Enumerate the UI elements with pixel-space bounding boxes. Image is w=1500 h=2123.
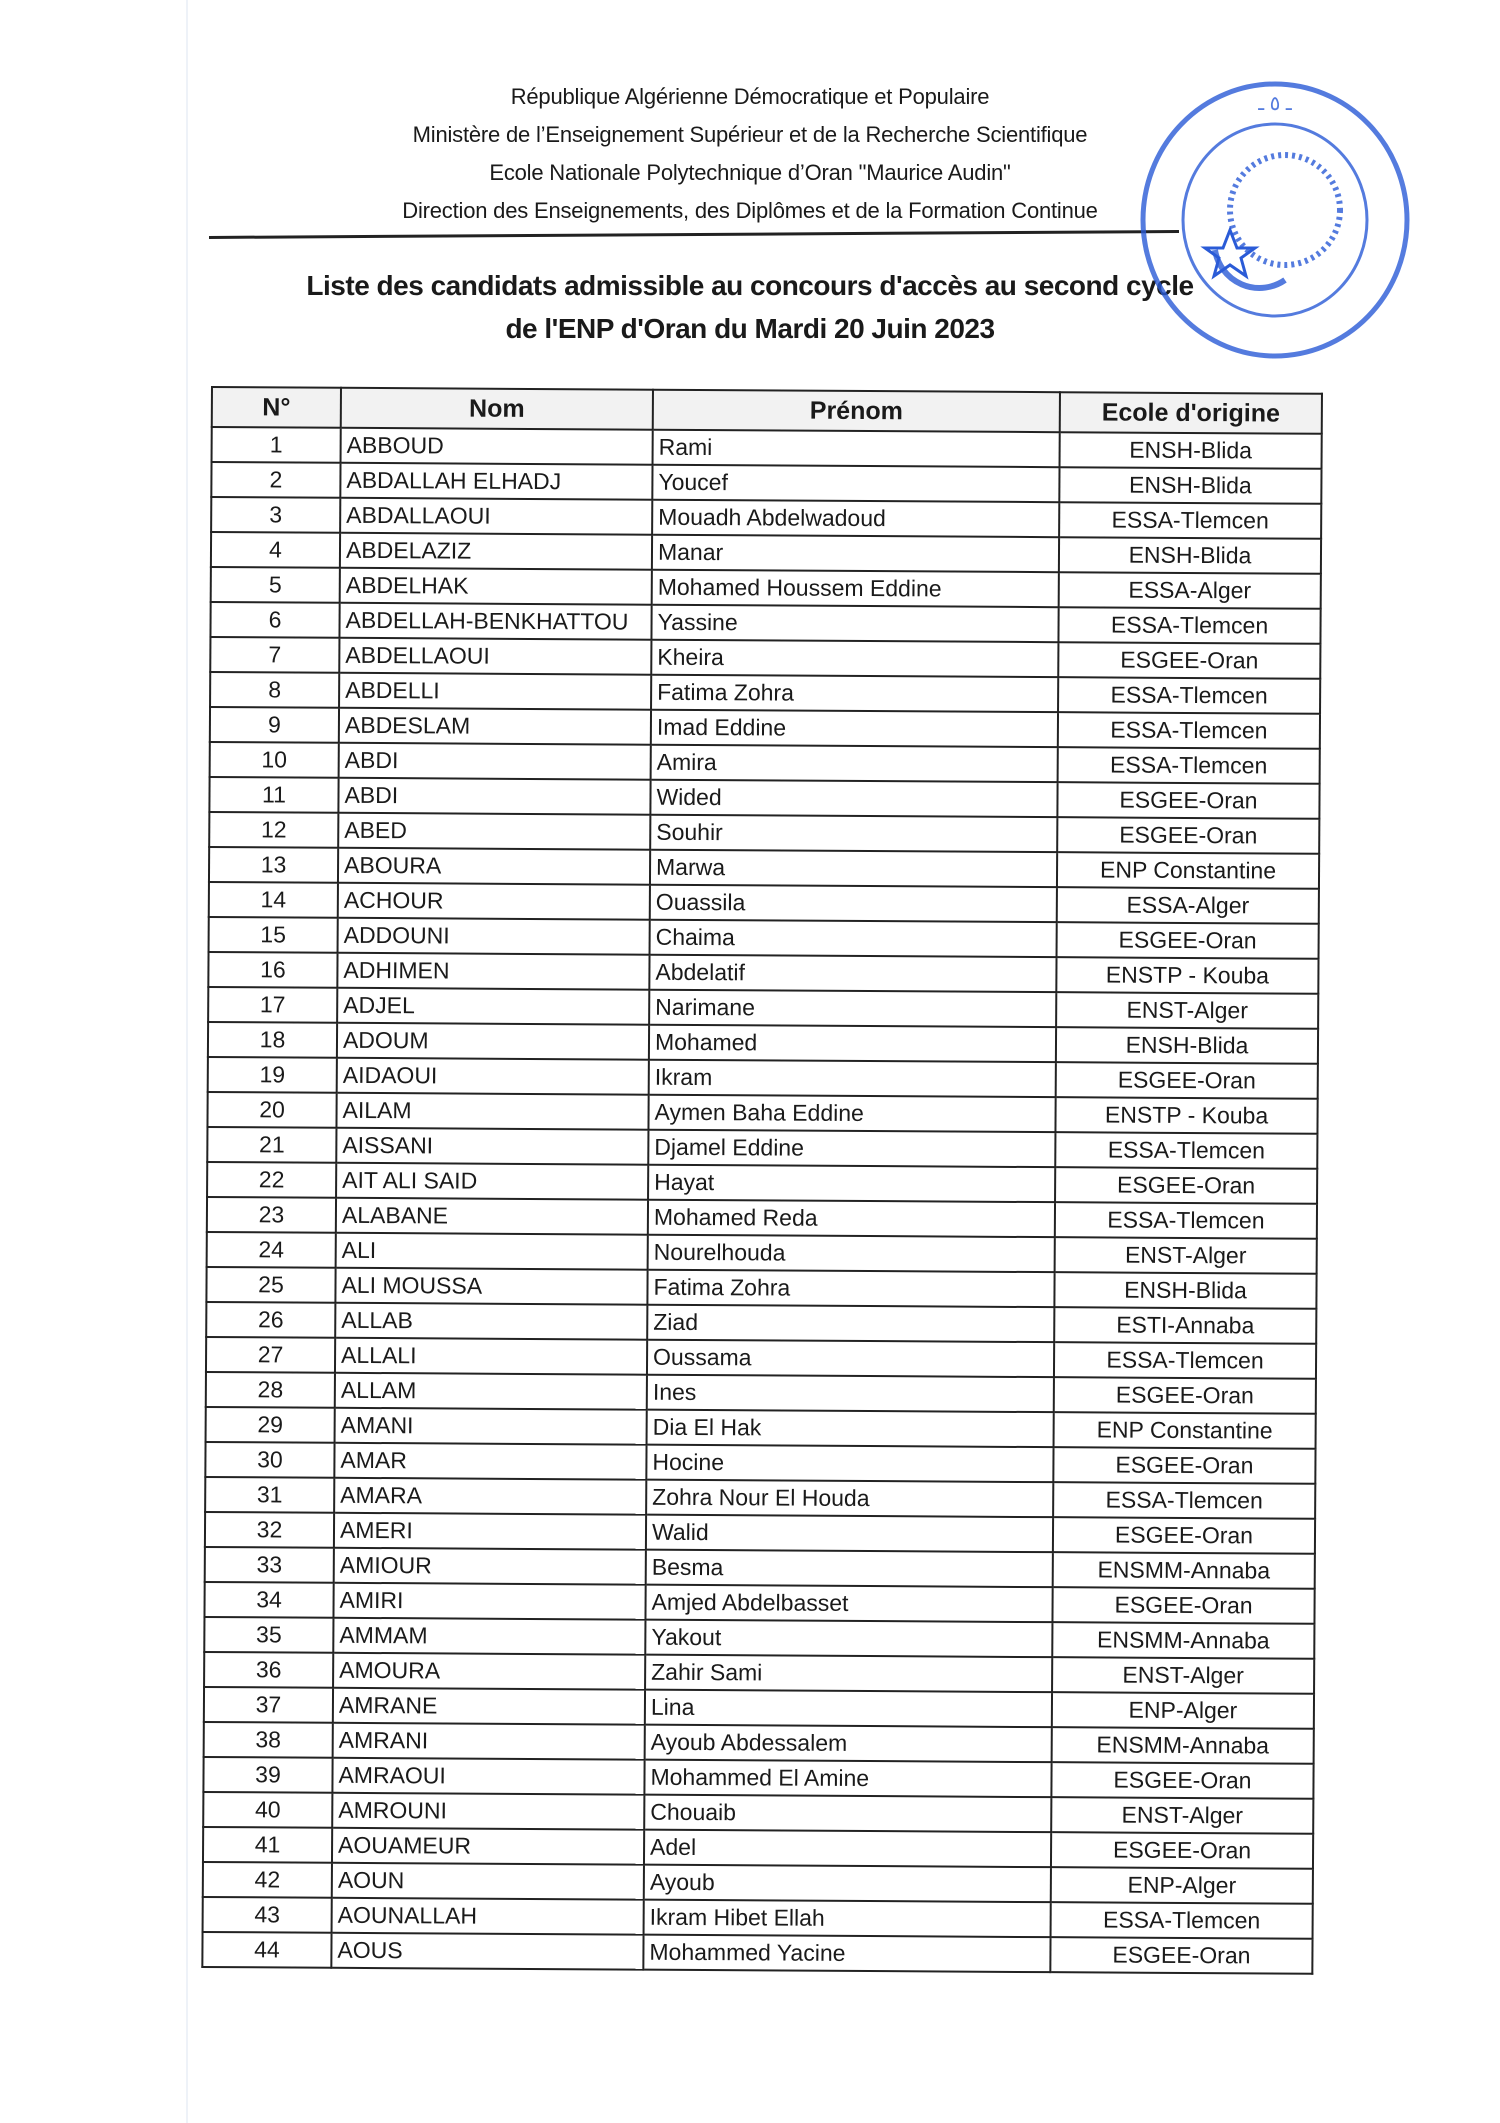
- cell-number: 19: [208, 1057, 337, 1093]
- cell-number: 8: [210, 672, 339, 708]
- cell-nom: AMIRI: [333, 1583, 645, 1620]
- cell-number: 28: [206, 1372, 335, 1408]
- header-school: Ecole Nationale Polytechnique d’Oran "Maurice Audin": [489, 160, 1011, 185]
- cell-nom: ALLAB: [335, 1303, 647, 1340]
- cell-number: 16: [208, 952, 337, 988]
- header-republic: République Algérienne Démocratique et Populaire: [510, 84, 990, 109]
- cell-ecole: ENP-Alger: [1052, 1692, 1314, 1729]
- cell-nom: ABDESLAM: [339, 708, 651, 745]
- cell-nom: ABOURA: [338, 848, 650, 885]
- cell-ecole: ESGEE-Oran: [1054, 1377, 1316, 1414]
- cell-nom: ABDELLAH-BENKHATTOU: [339, 603, 651, 640]
- cell-number: 21: [207, 1127, 336, 1163]
- cell-ecole: ESGEE-Oran: [1051, 1762, 1313, 1799]
- cell-prenom: Mohammed Yacine: [643, 1935, 1050, 1972]
- cell-nom: AMMAM: [333, 1618, 645, 1655]
- cell-nom: ABDELAZIZ: [340, 533, 652, 570]
- cell-ecole: ESSA-Tlemcen: [1055, 1202, 1317, 1239]
- cell-ecole: ESSA-Tlemcen: [1058, 607, 1320, 644]
- cell-ecole: ESGEE-Oran: [1056, 1062, 1318, 1099]
- cell-prenom: Ouassila: [650, 885, 1057, 922]
- cell-number: 10: [210, 742, 339, 778]
- column-header-ecole: Ecole d'origine: [1060, 392, 1322, 434]
- cell-prenom: Zohra Nour El Houda: [646, 1480, 1053, 1517]
- cell-prenom: Kheira: [651, 640, 1058, 677]
- cell-nom: AISSANI: [336, 1128, 648, 1165]
- cell-ecole: ESGEE-Oran: [1057, 922, 1319, 959]
- cell-prenom: Besma: [646, 1550, 1053, 1587]
- header-divider: [209, 230, 1179, 239]
- cell-ecole: ESGEE-Oran: [1050, 1937, 1312, 1974]
- cell-number: 38: [204, 1722, 333, 1758]
- cell-nom: AOUNALLAH: [332, 1898, 644, 1935]
- cell-nom: ALI: [336, 1233, 648, 1270]
- cell-number: 32: [205, 1512, 334, 1548]
- cell-prenom: Imad Eddine: [651, 710, 1058, 747]
- cell-prenom: Fatima Zohra: [651, 675, 1058, 712]
- cell-number: 18: [208, 1022, 337, 1058]
- cell-prenom: Manar: [652, 535, 1059, 572]
- cell-number: 6: [210, 602, 339, 638]
- cell-nom: AILAM: [336, 1093, 648, 1130]
- cell-nom: AIT ALI SAID: [336, 1163, 648, 1200]
- cell-prenom: Amjed Abdelbasset: [645, 1585, 1052, 1622]
- cell-prenom: Chouaib: [644, 1795, 1051, 1832]
- cell-ecole: ENSH-Blida: [1059, 467, 1321, 504]
- header-ministry: Ministère de l’Enseignement Supérieur et de la Recherche Scientifique: [412, 122, 1088, 147]
- cell-number: 27: [206, 1337, 335, 1373]
- cell-prenom: Yakout: [645, 1620, 1052, 1657]
- cell-nom: ADOUM: [337, 1023, 649, 1060]
- cell-nom: AMARA: [334, 1478, 646, 1515]
- cell-nom: AMANI: [335, 1408, 647, 1445]
- cell-nom: ADHIMEN: [337, 953, 649, 990]
- cell-nom: ABDELHAK: [340, 568, 652, 605]
- column-header-number: N°: [212, 387, 341, 428]
- cell-ecole: ENST-Alger: [1055, 1237, 1317, 1274]
- cell-nom: AIDAOUI: [337, 1058, 649, 1095]
- cell-ecole: ENP Constantine: [1057, 852, 1319, 889]
- cell-ecole: ENP Constantine: [1054, 1412, 1316, 1449]
- cell-number: 26: [206, 1302, 335, 1338]
- cell-prenom: Aymen Baha Eddine: [648, 1095, 1055, 1132]
- cell-prenom: Mohamed: [649, 1025, 1056, 1062]
- table-row: [202, 1932, 1312, 1974]
- cell-number: 25: [206, 1267, 335, 1303]
- cell-nom: ABDI: [339, 743, 651, 780]
- cell-prenom: Youcef: [652, 465, 1059, 502]
- cell-ecole: ESSA-Alger: [1059, 572, 1321, 609]
- cell-nom: ALI MOUSSA: [335, 1268, 647, 1305]
- table-header-row: [212, 387, 1322, 434]
- cell-nom: ABED: [338, 813, 650, 850]
- cell-number: 20: [207, 1092, 336, 1128]
- cell-ecole: ENSMM-Annaba: [1053, 1552, 1315, 1589]
- cell-number: 9: [210, 707, 339, 743]
- cell-nom: ABBOUD: [341, 428, 653, 465]
- cell-ecole: ESSA-Tlemcen: [1058, 677, 1320, 714]
- cell-ecole: ESSA-Tlemcen: [1054, 1342, 1316, 1379]
- cell-prenom: Mohamed Reda: [648, 1200, 1055, 1237]
- cell-prenom: Lina: [645, 1690, 1052, 1727]
- cell-ecole: ESSA-Tlemcen: [1055, 1132, 1317, 1169]
- cell-nom: ACHOUR: [338, 883, 650, 920]
- cell-number: 29: [206, 1407, 335, 1443]
- cell-prenom: Rami: [653, 430, 1060, 467]
- cell-ecole: ENSTP - Kouba: [1056, 957, 1318, 994]
- cell-ecole: ESGEE-Oran: [1053, 1447, 1315, 1484]
- cell-ecole: ESSA-Tlemcen: [1051, 1902, 1313, 1939]
- cell-prenom: Djamel Eddine: [648, 1130, 1055, 1167]
- cell-ecole: ENSH-Blida: [1056, 1027, 1318, 1064]
- cell-ecole: ENST-Alger: [1056, 992, 1318, 1029]
- cell-number: 31: [205, 1477, 334, 1513]
- cell-number: 17: [208, 987, 337, 1023]
- cell-prenom: Hocine: [646, 1445, 1053, 1482]
- cell-ecole: ESGEE-Oran: [1055, 1167, 1317, 1204]
- cell-nom: ABDALLAH ELHADJ: [340, 463, 652, 500]
- cell-number: 5: [211, 567, 340, 603]
- cell-number: 44: [202, 1932, 331, 1968]
- cell-nom: AMERI: [334, 1513, 646, 1550]
- cell-number: 35: [204, 1617, 333, 1653]
- cell-prenom: Walid: [646, 1515, 1053, 1552]
- cell-nom: AOUS: [331, 1933, 643, 1970]
- cell-prenom: Zahir Sami: [645, 1655, 1052, 1692]
- cell-number: 22: [207, 1162, 336, 1198]
- cell-ecole: ESSA-Tlemcen: [1053, 1482, 1315, 1519]
- cell-nom: AOUAMEUR: [332, 1828, 644, 1865]
- cell-prenom: Chaima: [650, 920, 1057, 957]
- cell-nom: AMRANI: [333, 1723, 645, 1760]
- cell-number: 34: [204, 1582, 333, 1618]
- cell-nom: ALLAM: [335, 1373, 647, 1410]
- cell-ecole: ESSA-Tlemcen: [1058, 747, 1320, 784]
- cell-ecole: ESGEE-Oran: [1058, 642, 1320, 679]
- cell-number: 11: [209, 777, 338, 813]
- cell-ecole: ESGEE-Oran: [1051, 1832, 1313, 1869]
- cell-prenom: Narimane: [649, 990, 1056, 1027]
- cell-nom: ABDI: [338, 778, 650, 815]
- cell-ecole: ESSA-Tlemcen: [1059, 502, 1321, 539]
- cell-number: 23: [207, 1197, 336, 1233]
- cell-ecole: ENSH-Blida: [1060, 432, 1322, 469]
- cell-number: 30: [205, 1442, 334, 1478]
- cell-nom: AMOURA: [333, 1653, 645, 1690]
- cell-prenom: Adel: [644, 1830, 1051, 1867]
- cell-number: 7: [210, 637, 339, 673]
- svg-text:ـ ٥ ـ: ـ ٥ ـ: [1258, 93, 1292, 115]
- cell-prenom: Ikram: [649, 1060, 1056, 1097]
- cell-number: 36: [204, 1652, 333, 1688]
- cell-nom: ALLALI: [335, 1338, 647, 1375]
- cell-number: 2: [211, 462, 340, 498]
- cell-nom: ABDALLAOUI: [340, 498, 652, 535]
- document-subtitle: de l'ENP d'Oran du Mardi 20 Juin 2023: [505, 313, 995, 344]
- cell-ecole: ESGEE-Oran: [1052, 1587, 1314, 1624]
- cell-ecole: ENSH-Blida: [1059, 537, 1321, 574]
- cell-number: 43: [203, 1897, 332, 1933]
- cell-prenom: Souhir: [650, 815, 1057, 852]
- cell-number: 4: [211, 532, 340, 568]
- cell-prenom: Ines: [647, 1375, 1054, 1412]
- cell-prenom: Ziad: [647, 1305, 1054, 1342]
- column-header-nom: Nom: [341, 388, 653, 430]
- cell-ecole: ESGEE-Oran: [1057, 817, 1319, 854]
- cell-prenom: Abdelatif: [649, 955, 1056, 992]
- cell-nom: AOUN: [332, 1863, 644, 1900]
- cell-number: 42: [203, 1862, 332, 1898]
- cell-prenom: Yassine: [651, 605, 1058, 642]
- cell-number: 12: [209, 812, 338, 848]
- cell-ecole: ESGEE-Oran: [1057, 782, 1319, 819]
- cell-nom: ABDELLI: [339, 673, 651, 710]
- cell-prenom: Mohammed El Amine: [644, 1760, 1051, 1797]
- cell-number: 15: [209, 917, 338, 953]
- cell-nom: ADDOUNI: [338, 918, 650, 955]
- column-header-prenom: Prénom: [653, 390, 1060, 432]
- cell-prenom: Dia El Hak: [647, 1410, 1054, 1447]
- cell-number: 14: [209, 882, 338, 918]
- cell-nom: AMROUNI: [332, 1793, 644, 1830]
- cell-number: 3: [211, 497, 340, 533]
- cell-ecole: ENSH-Blida: [1054, 1272, 1316, 1309]
- cell-prenom: Mohamed Houssem Eddine: [652, 570, 1059, 607]
- cell-nom: AMAR: [334, 1443, 646, 1480]
- cell-prenom: Amira: [651, 745, 1058, 782]
- cell-ecole: ENST-Alger: [1052, 1657, 1314, 1694]
- cell-number: 41: [203, 1827, 332, 1863]
- cell-prenom: Ikram Hibet Ellah: [644, 1900, 1051, 1937]
- cell-ecole: ENSMM-Annaba: [1052, 1727, 1314, 1764]
- cell-ecole: ESSA-Tlemcen: [1058, 712, 1320, 749]
- cell-prenom: Hayat: [648, 1165, 1055, 1202]
- cell-prenom: Wided: [650, 780, 1057, 817]
- cell-prenom: Oussama: [647, 1340, 1054, 1377]
- official-stamp: [1135, 80, 1415, 360]
- cell-number: 24: [207, 1232, 336, 1268]
- cell-nom: ALABANE: [336, 1198, 648, 1235]
- cell-number: 39: [203, 1757, 332, 1793]
- cell-ecole: ENST-Alger: [1051, 1797, 1313, 1834]
- cell-prenom: Mouadh Abdelwadoud: [652, 500, 1059, 537]
- cell-nom: AMRANE: [333, 1688, 645, 1725]
- cell-prenom: Fatima Zohra: [647, 1270, 1054, 1307]
- cell-nom: ABDELLAOUI: [339, 638, 651, 675]
- cell-number: 13: [209, 847, 338, 883]
- cell-prenom: Marwa: [650, 850, 1057, 887]
- document-title: Liste des candidats admissible au concours d'accès au second cycle: [306, 270, 1194, 301]
- candidates-table: [201, 386, 1323, 1975]
- cell-ecole: ENSTP - Kouba: [1055, 1097, 1317, 1134]
- cell-prenom: Ayoub Abdessalem: [645, 1725, 1052, 1762]
- cell-ecole: ENP-Alger: [1051, 1867, 1313, 1904]
- cell-nom: ADJEL: [337, 988, 649, 1025]
- cell-number: 37: [204, 1687, 333, 1723]
- cell-ecole: ESSA-Alger: [1057, 887, 1319, 924]
- header-direction: Direction des Enseignements, des Diplômes et de la Formation Continue: [402, 198, 1098, 223]
- cell-ecole: ESTI-Annaba: [1054, 1307, 1316, 1344]
- cell-nom: AMIOUR: [334, 1548, 646, 1585]
- cell-number: 33: [205, 1547, 334, 1583]
- cell-number: 40: [203, 1792, 332, 1828]
- cell-prenom: Nourelhouda: [648, 1235, 1055, 1272]
- cell-ecole: ESGEE-Oran: [1053, 1517, 1315, 1554]
- cell-ecole: ENSMM-Annaba: [1052, 1622, 1314, 1659]
- cell-nom: AMRAOUI: [332, 1758, 644, 1795]
- cell-number: 1: [212, 427, 341, 463]
- cell-prenom: Ayoub: [644, 1865, 1051, 1902]
